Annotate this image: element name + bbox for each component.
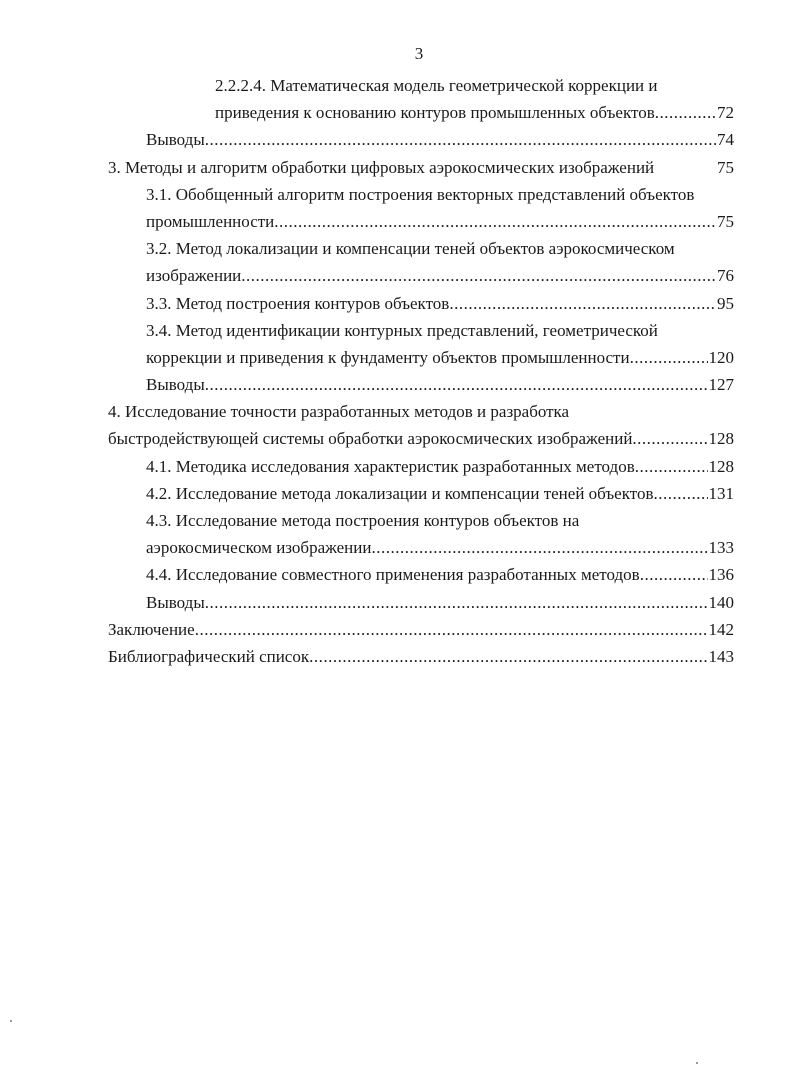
toc-entry-text: аэрокосмическом изображении [146, 538, 372, 558]
toc-page-number: 140 [708, 592, 734, 612]
dot-leader [205, 589, 708, 616]
toc-entry-conclusion[interactable] [108, 616, 734, 643]
toc-entry-conclusions-2[interactable] [108, 126, 734, 153]
toc-entry-3-2-title [108, 235, 734, 262]
toc-entry-4-1[interactable] [108, 453, 734, 480]
toc-entry-chapter-4[interactable] [108, 425, 734, 452]
toc-entry-3-1-title [108, 181, 734, 208]
toc-page-number: 95 [717, 293, 734, 313]
dot-leader [655, 99, 716, 126]
toc-entry-text: 4. Исследование точности разработанных методов и разработка [108, 402, 570, 422]
toc-entry-conclusions-4[interactable] [108, 589, 734, 616]
toc-page-number: 127 [708, 375, 734, 395]
toc-entry-text: 4.2. Исследование метода локализации и компенсации теней объектов [146, 483, 654, 503]
toc-entry-3-4[interactable] [108, 344, 734, 371]
toc-page-number: 131 [708, 483, 734, 503]
toc-entry-text: Выводы [146, 592, 205, 612]
toc-entry-3-4-title [108, 317, 734, 344]
toc-entry-text: Выводы [146, 375, 205, 395]
toc-entry-text: Заключение [108, 619, 195, 639]
toc-entry-text: Выводы [146, 130, 205, 150]
toc-entry-text: 2.2.2.4. Математическая модель геометрической коррекции и [215, 76, 658, 95]
toc-page-number: 136 [708, 565, 734, 585]
toc-page-number: 120 [708, 347, 734, 367]
toc-page-number: 128 [708, 456, 734, 476]
dot-leader [630, 344, 708, 371]
toc-entry-text: 4.1. Методика исследования характеристик разработанных методов [146, 456, 635, 476]
toc-entry-chapter-3[interactable] [108, 154, 734, 181]
toc-entry-text: быстродействующей системы обработки аэрокосмических изображений [108, 429, 633, 449]
scan-speck [10, 1020, 12, 1022]
dot-leader [309, 643, 707, 670]
toc-entry-4-3-title [108, 507, 734, 534]
dot-leader [654, 480, 708, 507]
toc-page-number: 143 [708, 646, 734, 666]
toc-entry-3-1[interactable] [108, 208, 734, 235]
toc-entry-text: приведения к основанию контуров промышленных объектов [215, 103, 655, 123]
dot-leader [205, 126, 716, 153]
toc-entry-3-2[interactable] [108, 262, 734, 289]
dot-leader [635, 453, 708, 480]
toc-entry-conclusions-3[interactable] [108, 371, 734, 398]
toc-entry-text: коррекции и приведения к фундаменту объектов промышленности [146, 347, 630, 367]
toc-entry-4-2[interactable] [108, 480, 734, 507]
toc-page-number: 74 [717, 130, 734, 150]
toc-entry-chapter-4-title [108, 398, 734, 425]
toc-page-number: 76 [717, 266, 734, 286]
toc-entry-text: 4.4. Исследование совместного применения разработанных методов [146, 565, 640, 585]
toc-entry-text: 3. Методы и алгоритм обработки цифровых аэрокосмических изображений [108, 157, 655, 177]
toc-entry-2-2-2-4[interactable] [108, 99, 734, 126]
dot-leader [371, 534, 707, 561]
dot-leader [241, 262, 716, 289]
toc-entry-text: 3.1. Обобщенный алгоритм построения векторных представлений объектов [146, 184, 695, 204]
table-of-contents [108, 72, 734, 670]
toc-entry-text: 3.4. Метод идентификации контурных представлений, геометрической [146, 320, 658, 340]
toc-entry-4-4[interactable] [108, 561, 734, 588]
toc-entry-bibliography[interactable] [108, 643, 734, 670]
dot-leader [632, 425, 707, 452]
toc-page-number: 72 [717, 103, 734, 123]
dot-leader [274, 208, 716, 235]
dot-leader [205, 371, 708, 398]
dot-leader [449, 290, 716, 317]
toc-entry-text: 3.2. Метод локализации и компенсации теней объектов аэрокосмическом [146, 239, 675, 259]
dot-leader [195, 616, 708, 643]
toc-entry-2-2-2-4-title [108, 72, 734, 99]
toc-entry-text: изображении [146, 266, 242, 286]
toc-entry-text: промышленности [146, 211, 275, 231]
page-number: 3 [414, 44, 424, 63]
dot-leader [640, 561, 708, 588]
toc-page-number: 75 [717, 157, 734, 177]
toc-page-number: 133 [708, 538, 734, 558]
toc-page-number: 142 [708, 619, 734, 639]
toc-entry-4-3[interactable] [108, 534, 734, 561]
toc-entry-3-3[interactable] [108, 290, 734, 317]
toc-entry-text: Библиографический список [108, 646, 310, 666]
toc-page-number: 128 [708, 429, 734, 449]
toc-entry-text: 3.3. Метод построения контуров объектов [146, 293, 450, 313]
toc-entry-text: 4.3. Исследование метода построения контуров объектов на [146, 511, 580, 530]
scan-speck [696, 1062, 698, 1064]
toc-page-number: 75 [717, 211, 734, 231]
